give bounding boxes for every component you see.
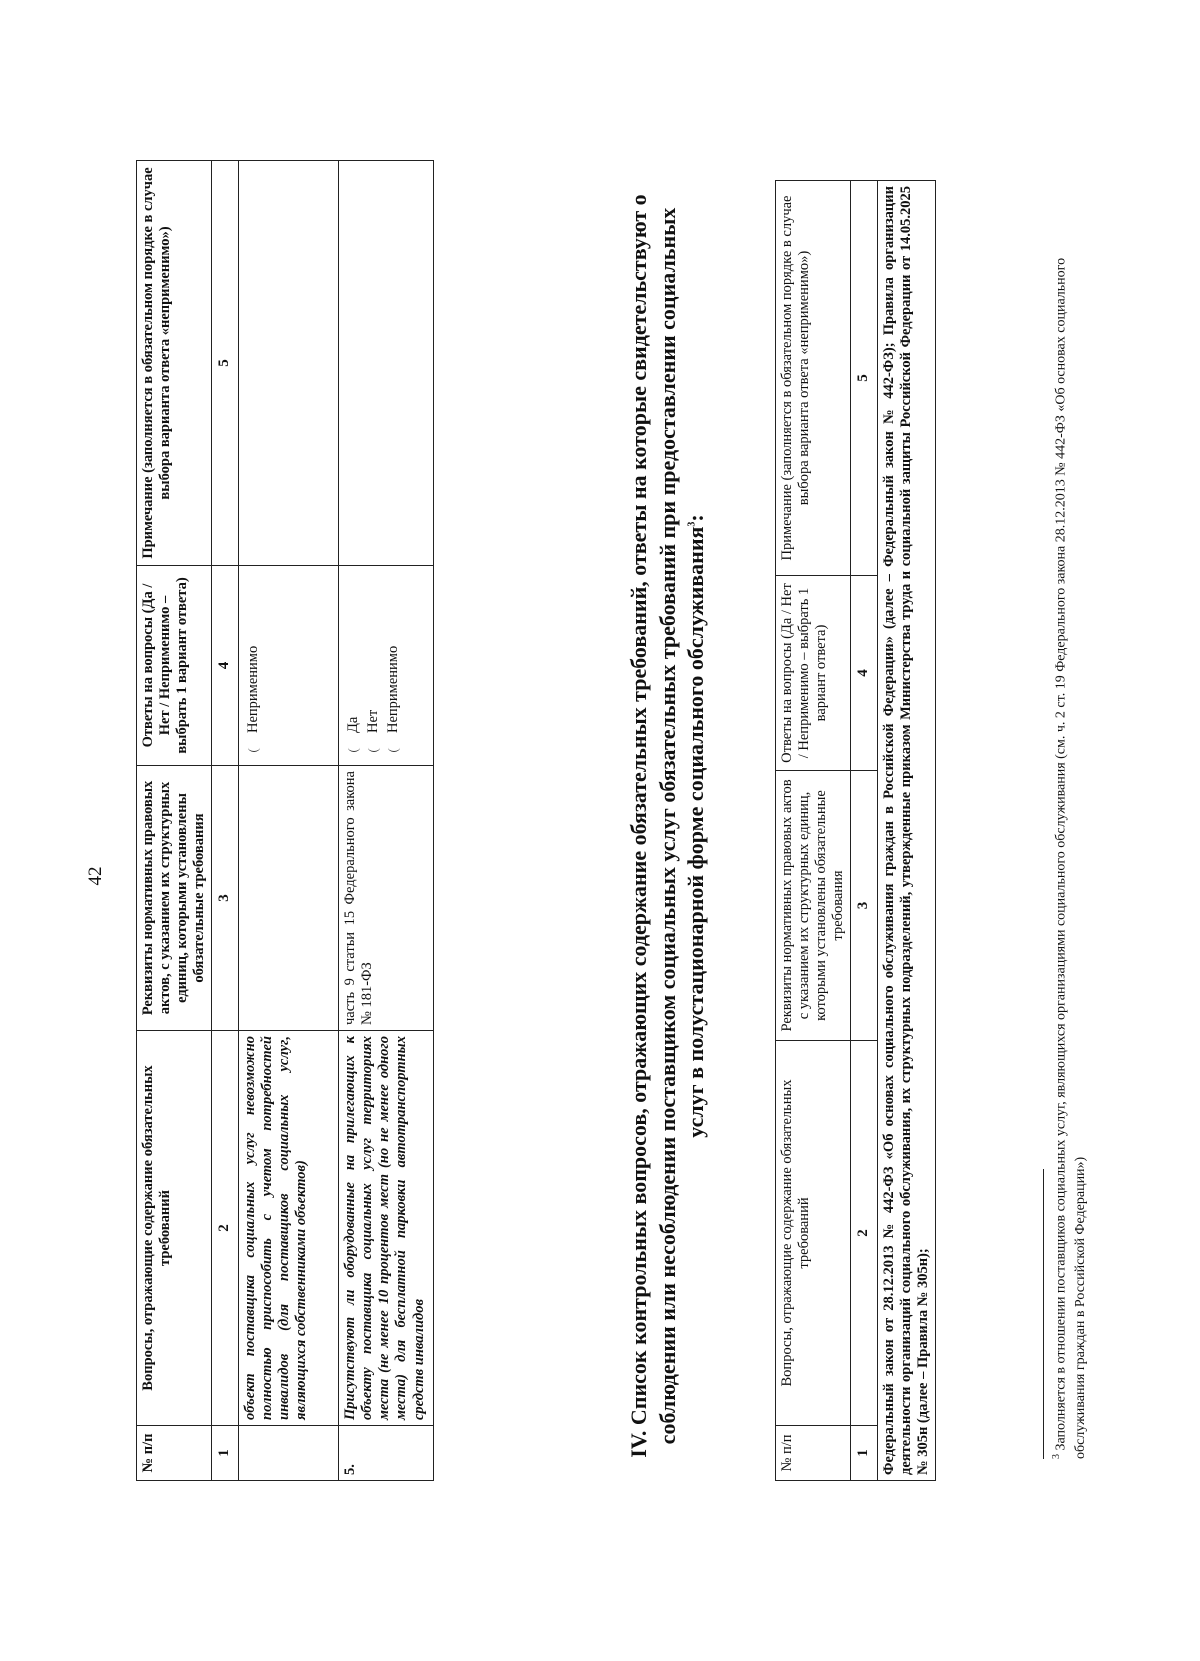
column-number: 1 xyxy=(851,1426,878,1481)
radio-icon[interactable] xyxy=(388,743,400,752)
table-row xyxy=(239,161,339,1481)
footnote xyxy=(1050,199,1090,1459)
column-number: 2 xyxy=(212,1031,239,1426)
header-requisites: Реквизиты нормативных правовых актов с указанием их структурных единиц, которыми установлены обязательные требования xyxy=(776,771,851,1041)
header-note: Примечание (заполняется в обязательном порядке в случае выбора варианта ответа «неприменимо») xyxy=(776,181,851,576)
header-answers: Ответы на вопросы (Да / Нет / Неприменимо – выбрать 1 вариант ответа) xyxy=(137,566,212,766)
radio-icon[interactable] xyxy=(368,743,380,752)
footnote-mark: 3 xyxy=(686,521,698,527)
radio-icon[interactable] xyxy=(348,743,360,752)
checklist-table-continued xyxy=(136,160,434,1481)
column-number: 3 xyxy=(212,766,239,1031)
footnote-number: 3 xyxy=(1051,1454,1062,1459)
column-number: 1 xyxy=(212,1426,239,1481)
column-number: 4 xyxy=(851,576,878,771)
page-number: 42 xyxy=(85,866,106,886)
row-note xyxy=(339,161,434,566)
answer-option[interactable] xyxy=(345,571,362,752)
footnote-text: Заполняется в отношении поставщиков социальных услуг, являющихся организациями социального обслуживания (см. ч. 2 ст. 19 Федерального закона 28.12.2013 № 442-ФЗ «Об основах социального обслуживания граждан в Российской Федерации») xyxy=(1053,257,1088,1459)
header-requisites: Реквизиты нормативных правовых актов, с указанием их структурных единиц, которыми установлены обязательные требования xyxy=(137,766,212,1031)
header-note: Примечание (заполняется в обязательном порядке в случае выбора варианта ответа «неприменимо») xyxy=(137,161,212,566)
law-reference-row xyxy=(878,181,936,1481)
table-header-row xyxy=(137,161,212,1481)
footnote-divider xyxy=(1043,1169,1044,1459)
row-requisites xyxy=(239,766,339,1031)
table-row xyxy=(339,161,434,1481)
answer-label: Да xyxy=(345,716,362,733)
header-answers: Ответы на вопросы (Да / Нет / Неприменимо – выбрать 1 вариант ответа) xyxy=(776,576,851,771)
column-number: 2 xyxy=(851,1041,878,1426)
answer-option[interactable] xyxy=(245,571,262,752)
column-number-row xyxy=(212,161,239,1481)
radio-icon[interactable] xyxy=(248,743,260,752)
table-header-row xyxy=(776,181,851,1481)
row-requisites: часть 9 статьи 15 Федерального закона № 181-ФЗ xyxy=(339,766,434,1031)
row-note xyxy=(239,161,339,566)
answer-option[interactable] xyxy=(365,571,382,752)
row-num xyxy=(239,1426,339,1481)
column-number: 5 xyxy=(212,161,239,566)
section-title xyxy=(625,181,711,1471)
section-title-end: : xyxy=(683,514,709,522)
answer-label: Нет xyxy=(365,709,382,733)
header-question: Вопросы, отражающие содержание обязательных требований xyxy=(137,1031,212,1426)
answer-label: Неприменимо xyxy=(385,645,402,733)
row-question: объект поставщика социальных услуг невозможно полностью приспособить с учетом потребностей инвалидов (для поставщиков социальных услуг, являющихся собственниками объектов) xyxy=(239,1031,339,1426)
row-num: 5. xyxy=(339,1426,434,1481)
header-num: № п/п xyxy=(137,1426,212,1481)
column-number: 5 xyxy=(851,181,878,576)
section-title-text: IV. Список контрольных вопросов, отражающих содержание обязательных требований, ответы на которые свидетельствуют о соблюдении или несоблюдении поставщиком социальных услуг обязательных требований при предоставлении социальных услуг в полустационарной форме социального обслуживания xyxy=(626,194,709,1458)
row-question: Присутствуют ли оборудованные на прилегающих к объекту поставщика социальных услуг территориях места (не менее 10 процентов мест (но не менее одного места) для бесплатной парковки автотранспортных средств инвалидов xyxy=(339,1031,434,1426)
answer-option[interactable] xyxy=(385,571,402,752)
header-num: № п/п xyxy=(776,1426,851,1481)
row-answers xyxy=(239,566,339,766)
column-number: 3 xyxy=(851,771,878,1041)
header-question: Вопросы, отражающие содержание обязательных требований xyxy=(776,1041,851,1426)
column-number: 4 xyxy=(212,566,239,766)
column-number-row xyxy=(851,181,878,1481)
answer-label: Неприменимо xyxy=(245,645,262,733)
checklist-table-section-iv xyxy=(775,180,936,1481)
law-reference: Федеральный закон от 28.12.2013 № 442-ФЗ «Об основах социального обслуживания граждан в Российской Федерации» (далее – Федеральный закон № 442-ФЗ); Правила организации деятельности организаций социального обслуживания, их структурных подразделений, утвержденные приказом Министерства труда и социальной защиты Российской Федерации от 14.05.2025 № 305н (далее – Правила № 305н); xyxy=(878,181,936,1481)
row-answers xyxy=(339,566,434,766)
